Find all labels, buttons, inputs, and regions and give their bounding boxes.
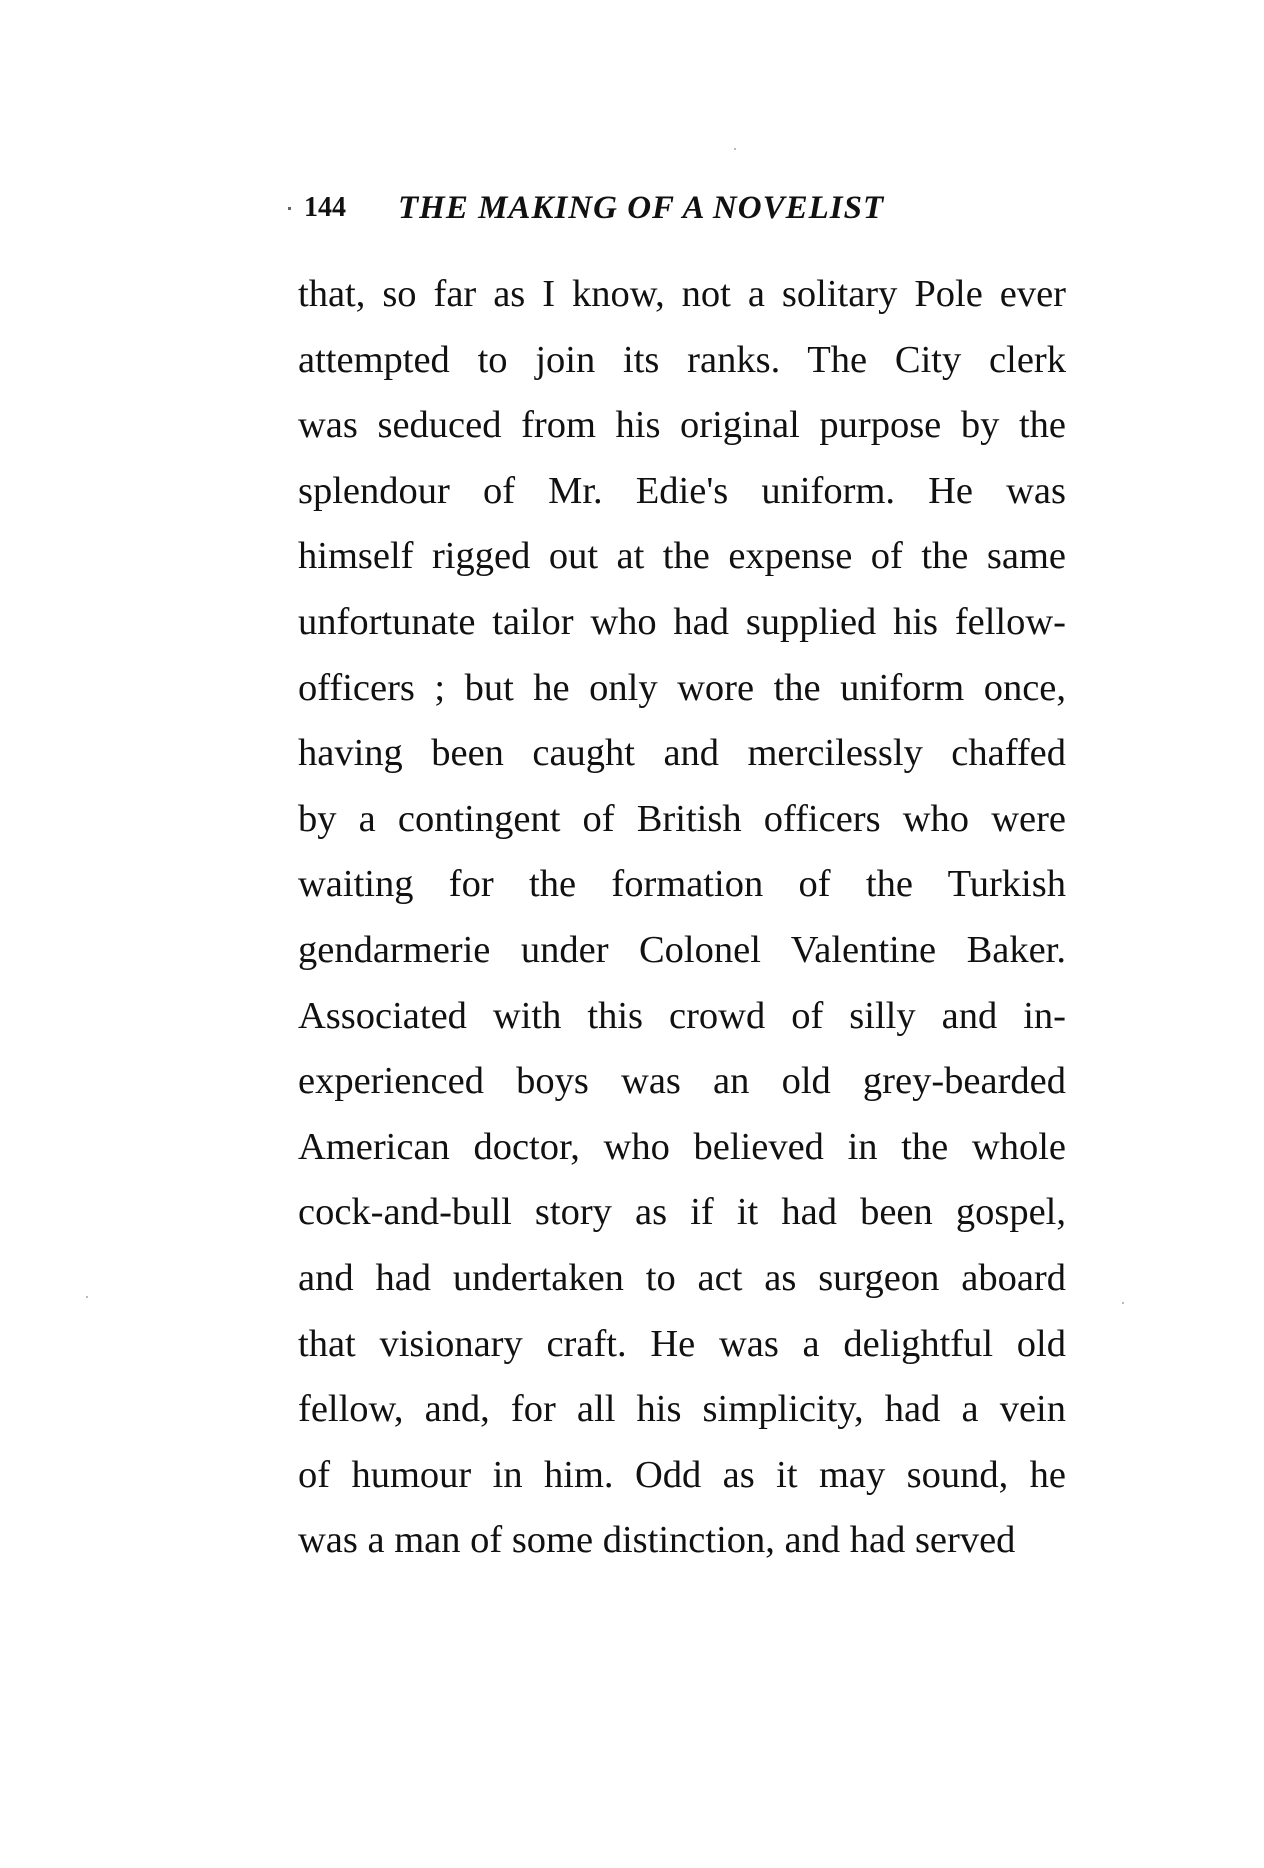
text-line: fellow, and, for all his simplicity, had a vein bbox=[298, 1388, 1066, 1431]
scan-speck bbox=[1122, 1302, 1124, 1304]
text-line: and had undertaken to act as surgeon aboard bbox=[298, 1256, 1066, 1299]
scan-speck bbox=[86, 1296, 88, 1298]
text-line: waiting for the formation of the Turkish bbox=[298, 863, 1066, 906]
text-line: gendarmerie under Colonel Valentine Baker. bbox=[298, 928, 1066, 971]
text-line: splendour of Mr. Edie's uniform. He was bbox=[298, 469, 1066, 512]
text-line: unfortunate tailor who had supplied his fellow- bbox=[298, 600, 1066, 643]
margin-speck bbox=[288, 207, 291, 210]
text-line: of humour in him. Odd as it may sound, he bbox=[298, 1453, 1066, 1496]
scan-speck bbox=[734, 148, 736, 150]
running-title: THE MAKING OF A NOVELIST bbox=[398, 190, 885, 226]
text-line: experienced boys was an old grey-bearded bbox=[298, 1060, 1066, 1103]
text-line: American doctor, who believed in the whole bbox=[298, 1125, 1066, 1168]
text-line: that visionary craft. He was a delightful old bbox=[298, 1322, 1066, 1365]
text-line: was seduced from his original purpose by the bbox=[298, 404, 1066, 447]
running-head bbox=[288, 183, 1088, 233]
text-line: that, so far as I know, not a solitary Pole ever bbox=[298, 273, 1066, 315]
text-line: attempted to join its ranks. The City clerk bbox=[298, 338, 1066, 381]
text-line: officers ; but he only wore the uniform once, bbox=[298, 666, 1066, 709]
text-line: by a contingent of British officers who were bbox=[298, 797, 1066, 840]
text-line: was a man of some distinction, and had served bbox=[298, 1519, 1016, 1562]
text-line: Associated with this crowd of silly and in- bbox=[298, 994, 1066, 1037]
text-line: cock-and-bull story as if it had been gospel, bbox=[298, 1191, 1066, 1234]
text-line: having been caught and mercilessly chaffed bbox=[298, 732, 1066, 775]
page-number: 144 bbox=[304, 192, 346, 223]
text-line: himself rigged out at the expense of the same bbox=[298, 535, 1066, 578]
body-text bbox=[298, 262, 1066, 1574]
